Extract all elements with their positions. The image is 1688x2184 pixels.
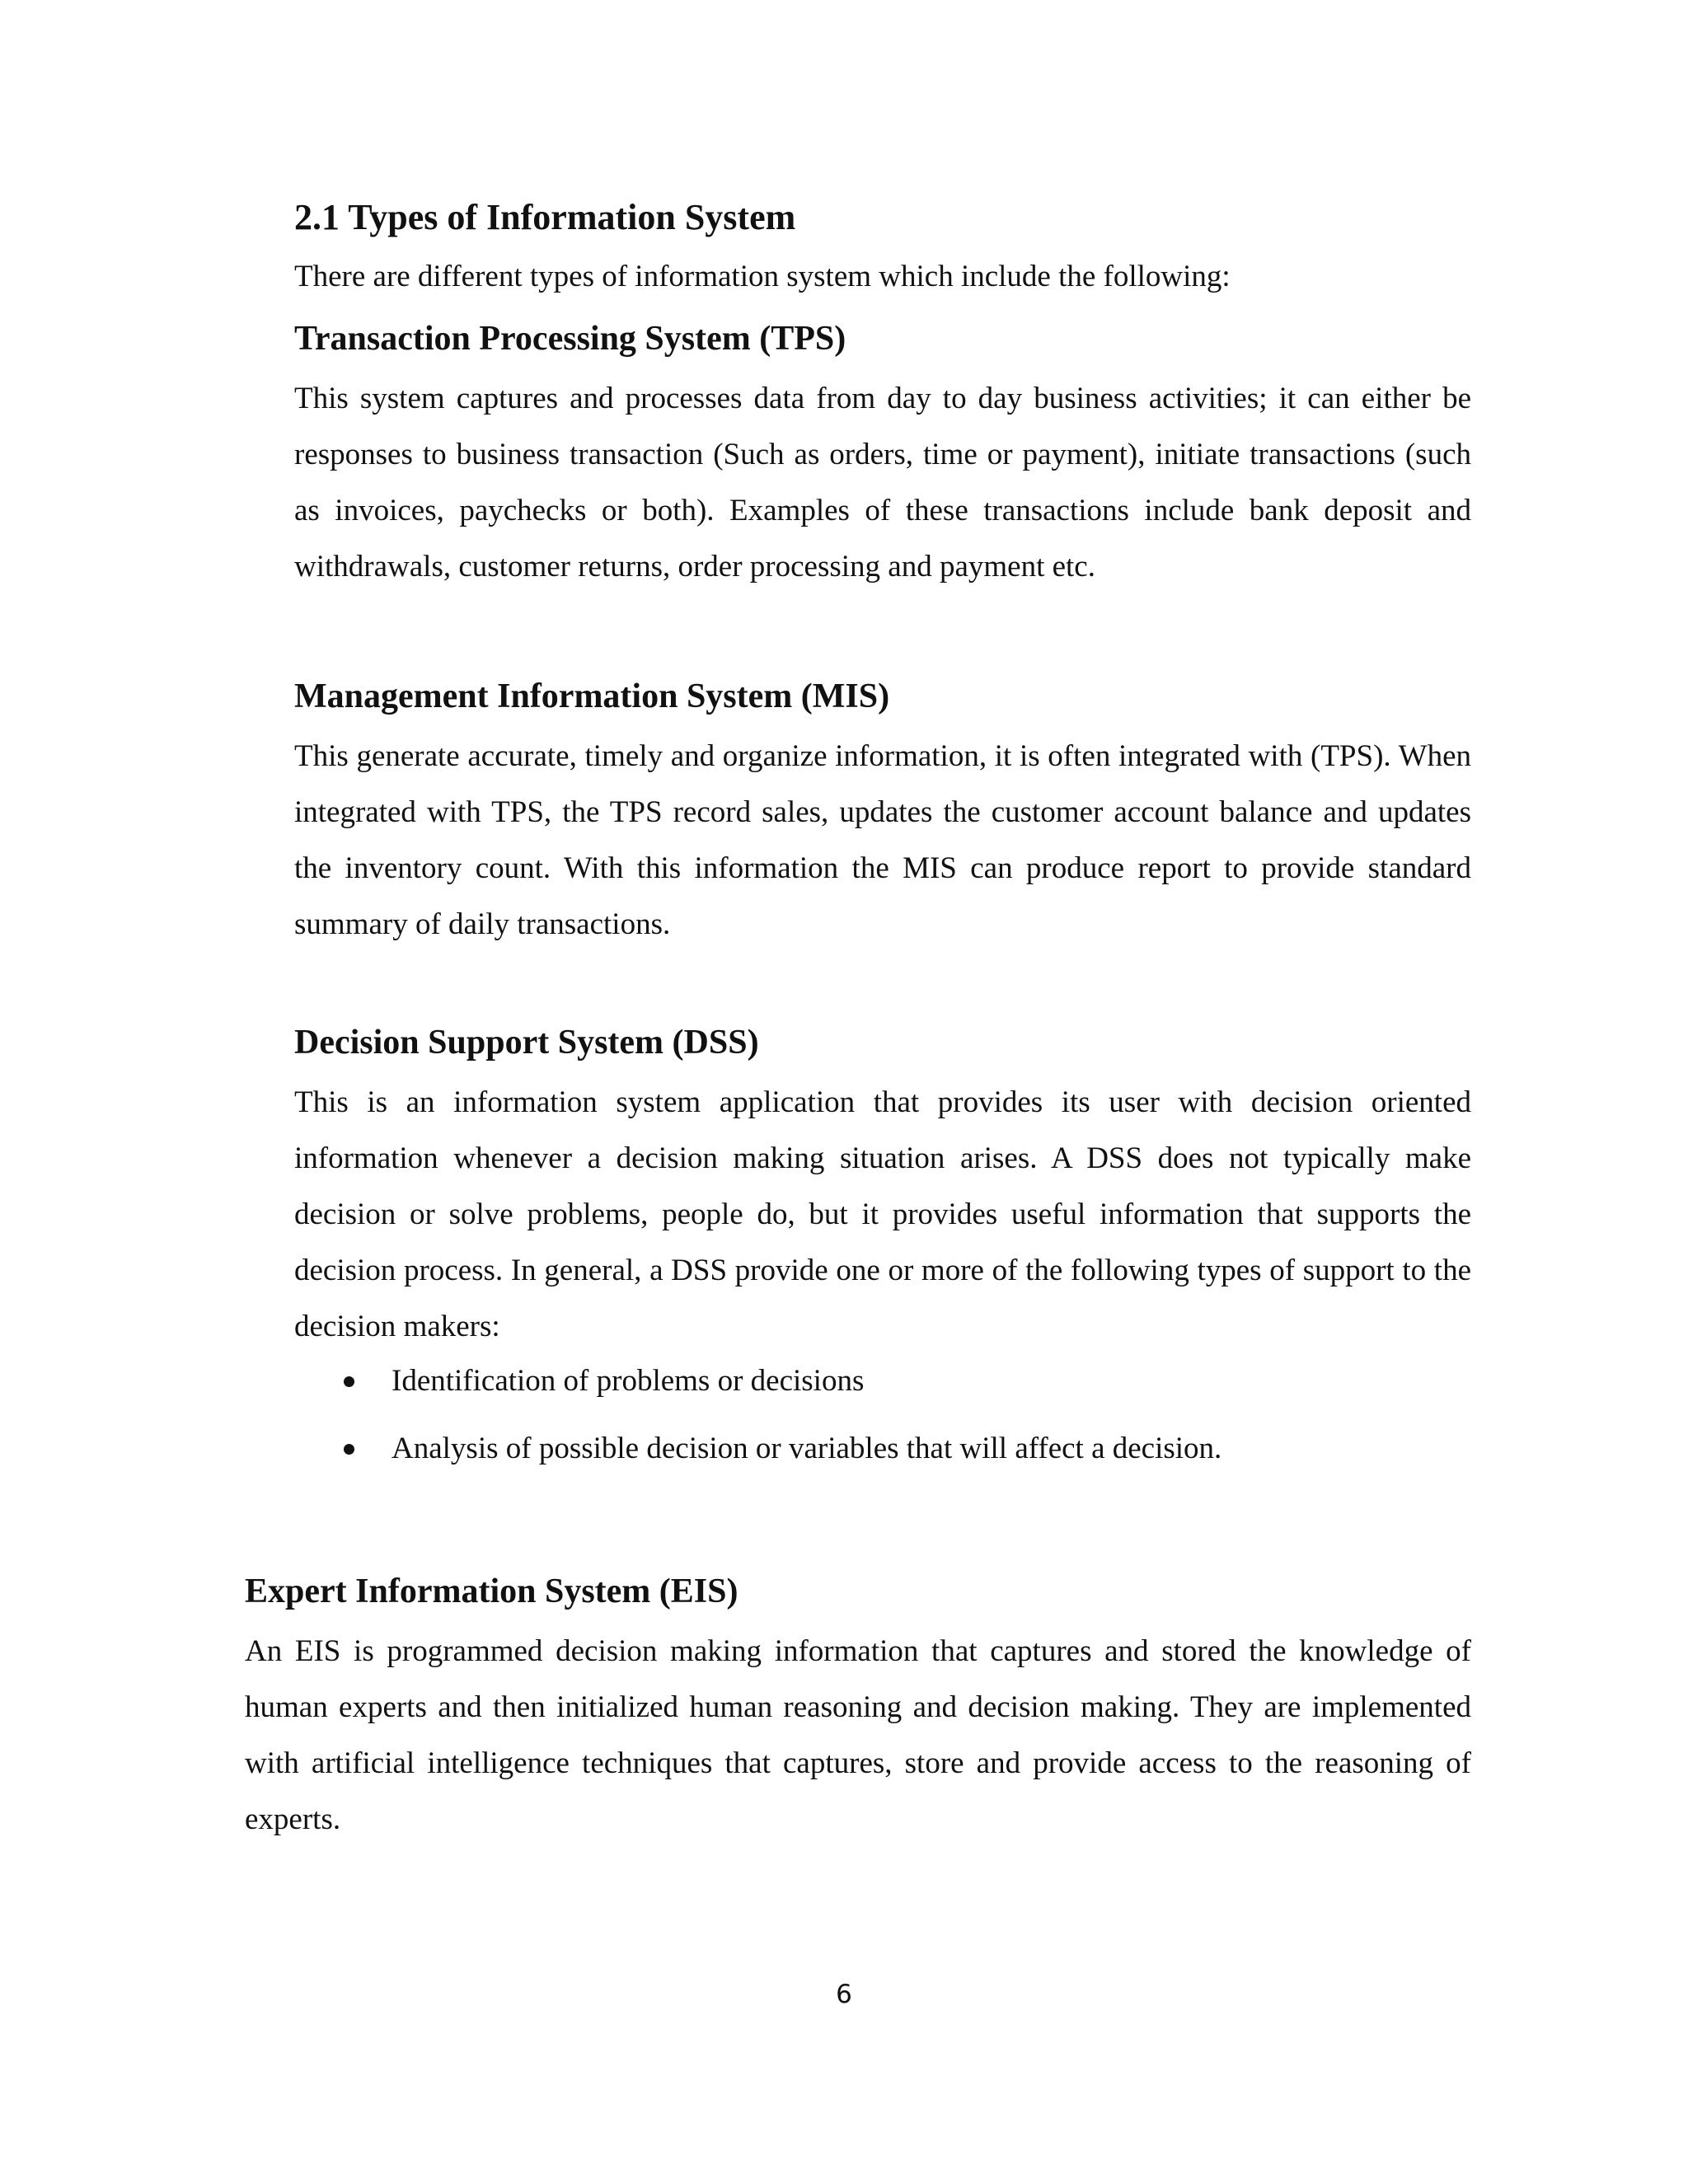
dss-section — [294, 1020, 1471, 1493]
dss-bullet-list — [294, 1358, 1471, 1472]
list-item — [294, 1426, 1471, 1472]
section-intro: There are different types of information system which include the following: — [294, 260, 1231, 293]
dss-bullet-text: Identification of problems or decisions — [392, 1364, 865, 1398]
bullet-icon — [344, 1376, 354, 1387]
dss-bullet-text: Analysis of possible decision or variables that will affect a decision. — [392, 1432, 1222, 1465]
dss-body: This is an information system application that provides its user with decision oriented information whenever a decision making situation arises. A DSS does not typically make decision or solve problems, people do, but it provides useful information that supports the decision process. In general, a DSS provide one or more of the following types of support to the decision makers: — [294, 1085, 1471, 1343]
mis-body: This generate accurate, timely and organize information, it is often integrated with (TPS). When integrated with TPS, the TPS record sales, updates the customer account balance and updates the inventory count. With this information the MIS can produce report to provide standard summary of daily transactions. — [294, 739, 1471, 941]
tps-title: Transaction Processing System (TPS) — [294, 320, 846, 358]
list-item — [294, 1358, 1471, 1404]
page-number: 6 — [836, 1980, 852, 2009]
section-header — [294, 194, 1471, 300]
tps-body: This system captures and processes data from day to day business activities; it can either be responses to business transaction (Such as orders, time or payment), initiate transactions (such as invoices, paychecks or both). Examples of these transactions include bank deposit and withdrawals, customer returns, order processing and payment etc. — [294, 382, 1471, 583]
tps-section — [294, 316, 1471, 595]
dss-title: Decision Support System (DSS) — [294, 1024, 759, 1062]
section-title: 2.1 Types of Information System — [294, 197, 796, 237]
bullet-icon — [344, 1444, 354, 1455]
eis-body: An EIS is programmed decision making information that captures and stored the knowledge of human experts and then initialized human reasoning and decision making. They are implemented with artificial intelligence techniques that captures, store and provide access to the reasoning of experts. — [245, 1634, 1471, 1836]
mis-title: Management Information System (MIS) — [294, 677, 890, 715]
mis-section — [294, 674, 1471, 953]
eis-section — [245, 1569, 1471, 1848]
eis-title: Expert Information System (EIS) — [245, 1572, 738, 1610]
